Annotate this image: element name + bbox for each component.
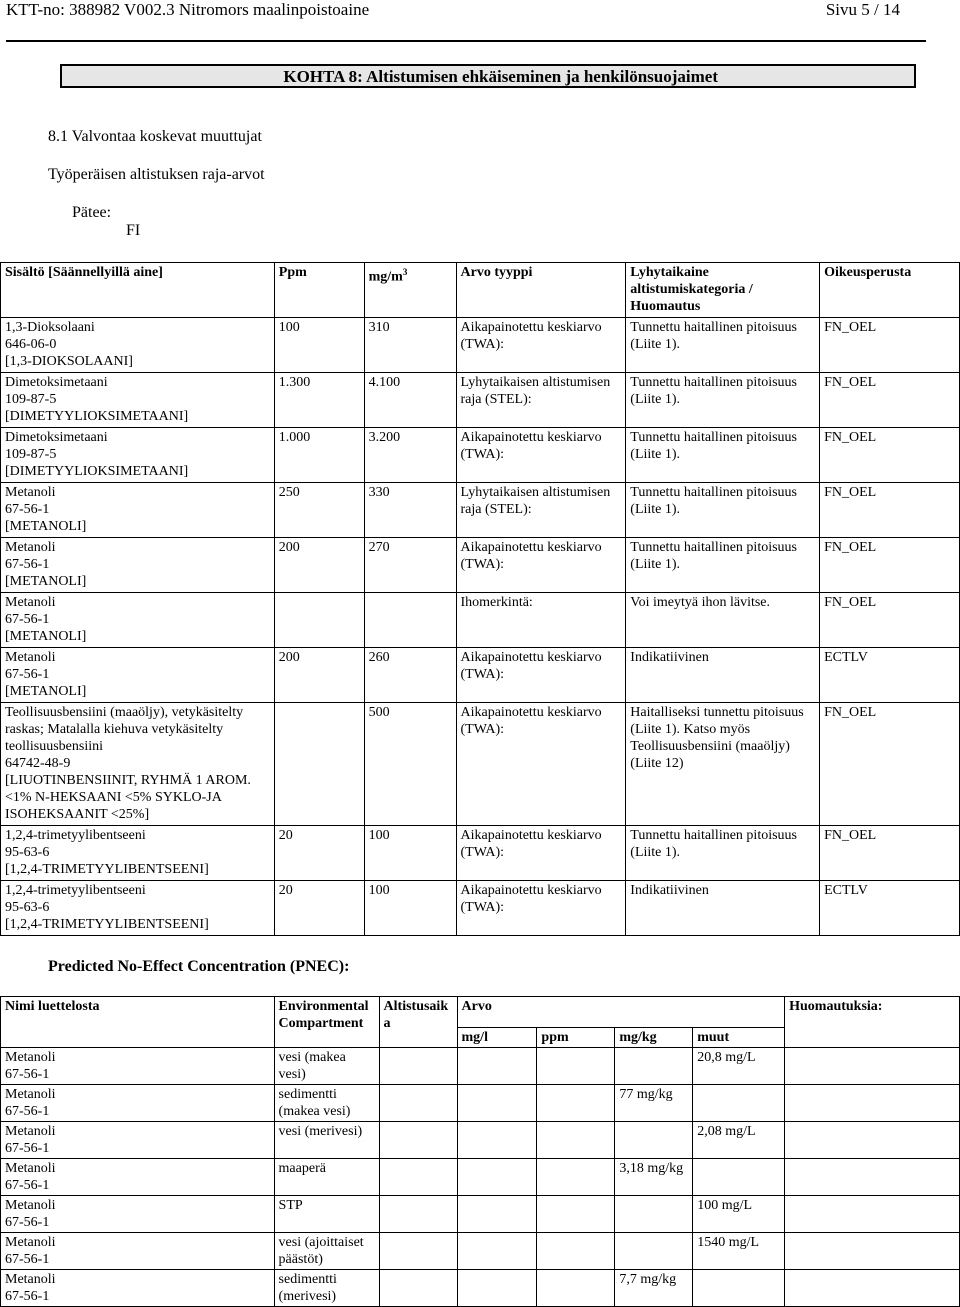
substance-cell-line: Metanoli: [5, 485, 56, 500]
table-row: [1, 593, 960, 648]
substance-cell-line: 646-06-0: [5, 337, 57, 352]
table-row: [1, 1159, 960, 1196]
notes-cell: [785, 1233, 960, 1270]
substance-cell-line: [METANOLI]: [5, 574, 87, 589]
notes-cell: [785, 1270, 960, 1307]
col-basis: Oikeusperusta: [820, 263, 960, 318]
pnec-ppm-cell: [537, 1270, 615, 1307]
substance-cell: [1, 826, 275, 881]
substance-cell-line: Dimetoksimetaani: [5, 375, 108, 390]
name-cell-line: Metanoli: [5, 1198, 56, 1213]
name-cell: [1, 1122, 275, 1159]
col-mgl: mg/l: [457, 1028, 537, 1048]
name-cell-line: Metanoli: [5, 1161, 56, 1176]
mgm3-cell: 4.100: [364, 373, 456, 428]
type-cell: Ihomerkintä:: [456, 593, 626, 648]
type-cell: Lyhytaikaisen altistumisen raja (STEL):: [456, 483, 626, 538]
substance-cell-line: Metanoli: [5, 650, 56, 665]
col-name: Nimi luettelosta: [1, 997, 275, 1048]
compartment-cell: vesi (ajoittaiset päästöt): [274, 1233, 379, 1270]
type-cell: Aikapainotettu keskiarvo (TWA):: [456, 538, 626, 593]
substance-cell-line: 67-56-1: [5, 612, 50, 627]
compartment-cell: sedimentti (merivesi): [274, 1270, 379, 1307]
col-notes: Huomautuksia:: [785, 997, 960, 1048]
mgkg-cell: 3,18 mg/kg: [615, 1159, 693, 1196]
mgkg-cell: 77 mg/kg: [615, 1085, 693, 1122]
substance-cell-line: 109-87-5: [5, 392, 57, 407]
substance-cell-line: [METANOLI]: [5, 519, 87, 534]
col-substance: Sisältö [Säännellyillä aine]: [1, 263, 275, 318]
basis-cell: FN_OEL: [820, 538, 960, 593]
category-cell: Tunnettu haitallinen pitoisuus (Liite 1).: [626, 538, 820, 593]
compartment-cell: sedimentti (makea vesi): [274, 1085, 379, 1122]
substance-cell: [1, 538, 275, 593]
mgm3-cell: 330: [364, 483, 456, 538]
table-row: [1, 648, 960, 703]
table-row: [1, 428, 960, 483]
name-cell-line: 67-56-1: [5, 1215, 50, 1230]
substance-cell: [1, 703, 275, 826]
section-heading: [60, 64, 916, 88]
basis-cell: ECTLV: [820, 881, 960, 936]
name-cell-line: 67-56-1: [5, 1178, 50, 1193]
substance-cell: [1, 593, 275, 648]
type-cell: Aikapainotettu keskiarvo (TWA):: [456, 428, 626, 483]
type-cell: Aikapainotettu keskiarvo (TWA):: [456, 648, 626, 703]
category-cell: Tunnettu haitallinen pitoisuus (Liite 1).: [626, 373, 820, 428]
name-cell: [1, 1270, 275, 1307]
other-cell: [693, 1159, 785, 1196]
mgl-cell: [457, 1233, 537, 1270]
exposure-cell: [379, 1122, 457, 1159]
oel-table: [0, 262, 960, 936]
ppm-cell: [274, 593, 364, 648]
substance-cell-line: 1,3-Dioksolaani: [5, 320, 95, 335]
pnec-title: Predicted No-Effect Concentration (PNEC):: [48, 958, 350, 975]
mgl-cell: [457, 1196, 537, 1233]
table-row: [1, 318, 960, 373]
type-cell: Aikapainotettu keskiarvo (TWA):: [456, 318, 626, 373]
substance-cell-line: [DIMETYYLIOKSIMETAANI]: [5, 464, 189, 479]
category-cell: Tunnettu haitallinen pitoisuus (Liite 1).: [626, 428, 820, 483]
exposure-cell: [379, 1048, 457, 1085]
other-cell: 20,8 mg/L: [693, 1048, 785, 1085]
basis-cell: FN_OEL: [820, 593, 960, 648]
name-cell-line: 67-56-1: [5, 1104, 50, 1119]
name-cell: [1, 1085, 275, 1122]
name-cell-line: 67-56-1: [5, 1141, 50, 1156]
table-row: [1, 1233, 960, 1270]
type-cell: Lyhytaikaisen altistumisen raja (STEL):: [456, 373, 626, 428]
substance-cell-line: [1,3-DIOKSOLAANI]: [5, 354, 133, 369]
substance-cell-line: [LIUOTINBENSIINIT, RYHMÄ 1 AROM. <1% N-HEKSAANI <5% SYKLO-JA ISOHEKSAANIT <25%]: [5, 773, 251, 822]
other-cell: 1540 mg/L: [693, 1233, 785, 1270]
mgl-cell: [457, 1048, 537, 1085]
col-other: muut: [693, 1028, 785, 1048]
substance-cell-line: [METANOLI]: [5, 629, 87, 644]
name-cell-line: 67-56-1: [5, 1289, 50, 1304]
basis-cell: FN_OEL: [820, 703, 960, 826]
notes-cell: [785, 1159, 960, 1196]
substance-cell-line: [1,2,4-TRIMETYYLIBENTSEENI]: [5, 917, 209, 932]
col-compartment: Environmental Compartment: [274, 997, 379, 1048]
table-header-row: [1, 997, 960, 1028]
substance-cell: [1, 881, 275, 936]
substance-cell-line: 1,2,4-trimetyylibentseeni: [5, 883, 146, 898]
table-row: [1, 538, 960, 593]
table-row: [1, 1085, 960, 1122]
ppm-cell: 250: [274, 483, 364, 538]
exposure-cell: [379, 1085, 457, 1122]
exposure-cell: [379, 1233, 457, 1270]
substance-cell: [1, 483, 275, 538]
compartment-cell: vesi (merivesi): [274, 1122, 379, 1159]
mgl-cell: [457, 1270, 537, 1307]
ppm-cell: 1.000: [274, 428, 364, 483]
compartment-cell: maaperä: [274, 1159, 379, 1196]
notes-cell: [785, 1196, 960, 1233]
substance-cell: [1, 318, 275, 373]
name-cell: [1, 1159, 275, 1196]
substance-cell: [1, 428, 275, 483]
table-header-row: [1, 263, 960, 318]
substance-cell: [1, 373, 275, 428]
substance-cell: [1, 648, 275, 703]
col-mgkg: mg/kg: [615, 1028, 693, 1048]
page-number: Sivu 5 / 14: [825, 0, 900, 19]
mgl-cell: [457, 1159, 537, 1196]
table-row: [1, 1270, 960, 1307]
substance-cell-line: 1,2,4-trimetyylibentseeni: [5, 828, 146, 843]
name-cell: [1, 1048, 275, 1085]
category-cell: Indikatiivinen: [626, 648, 820, 703]
name-cell-line: Metanoli: [5, 1235, 56, 1250]
ppm-cell: 200: [274, 648, 364, 703]
other-cell: [693, 1085, 785, 1122]
mgm3-cell: [364, 593, 456, 648]
table-row: [1, 1196, 960, 1233]
other-cell: 2,08 mg/L: [693, 1122, 785, 1159]
pnec-ppm-cell: [537, 1196, 615, 1233]
notes-cell: [785, 1122, 960, 1159]
substance-cell-line: 64742-48-9: [5, 756, 71, 771]
pnec-ppm-cell: [537, 1085, 615, 1122]
basis-cell: FN_OEL: [820, 373, 960, 428]
mgm3-cell: 500: [364, 703, 456, 826]
substance-cell-line: 67-56-1: [5, 557, 50, 572]
applies-label: Pätee:: [72, 204, 112, 221]
document-id: KTT-no: 388982 V002.3 Nitromors maalinpoistoaine: [6, 0, 370, 19]
mgm3-cell: 260: [364, 648, 456, 703]
pnec-ppm-cell: [537, 1159, 615, 1196]
mgkg-cell: [615, 1233, 693, 1270]
substance-cell-line: Metanoli: [5, 540, 56, 555]
col-ppm: Ppm: [274, 263, 364, 318]
mgm3-cell: 100: [364, 881, 456, 936]
ppm-cell: [274, 703, 364, 826]
mgkg-cell: [615, 1196, 693, 1233]
type-cell: Aikapainotettu keskiarvo (TWA):: [456, 881, 626, 936]
section-title: KOHTA 8: Altistumisen ehkäiseminen ja henkilönsuojaimet: [283, 67, 718, 86]
applies-value: FI: [126, 222, 141, 239]
name-cell: [1, 1233, 275, 1270]
substance-cell-line: [1,2,4-TRIMETYYLIBENTSEENI]: [5, 862, 209, 877]
mgkg-cell: [615, 1048, 693, 1085]
compartment-cell: STP: [274, 1196, 379, 1233]
name-cell-line: 67-56-1: [5, 1067, 50, 1082]
substance-cell-line: 109-87-5: [5, 447, 57, 462]
substance-cell-line: 67-56-1: [5, 667, 50, 682]
exposure-cell: [379, 1270, 457, 1307]
col-pnec-ppm: ppm: [537, 1028, 615, 1048]
basis-cell: FN_OEL: [820, 483, 960, 538]
substance-cell-line: Dimetoksimetaani: [5, 430, 108, 445]
substance-cell-line: Metanoli: [5, 595, 56, 610]
substance-cell-line: [DIMETYYLIOKSIMETAANI]: [5, 409, 189, 424]
name-cell-line: Metanoli: [5, 1124, 56, 1139]
table-row: [1, 373, 960, 428]
mgkg-cell: 7,7 mg/kg: [615, 1270, 693, 1307]
compartment-cell: vesi (makea vesi): [274, 1048, 379, 1085]
ppm-cell: 100: [274, 318, 364, 373]
name-cell-line: 67-56-1: [5, 1252, 50, 1267]
name-cell-line: Metanoli: [5, 1050, 56, 1065]
page-header: [6, 0, 926, 22]
mgm3-cell: 270: [364, 538, 456, 593]
other-cell: [693, 1270, 785, 1307]
basis-cell: FN_OEL: [820, 428, 960, 483]
other-cell: 100 mg/L: [693, 1196, 785, 1233]
name-cell-line: Metanoli: [5, 1087, 56, 1102]
table-row: [1, 881, 960, 936]
table-row: [1, 483, 960, 538]
table-row: [1, 826, 960, 881]
mgl-cell: [457, 1122, 537, 1159]
ppm-cell: 200: [274, 538, 364, 593]
category-cell: Voi imeytyä ihon lävitse.: [626, 593, 820, 648]
substance-cell-line: [METANOLI]: [5, 684, 87, 699]
category-cell: Haitalliseksi tunnettu pitoisuus (Liite 1). Katso myös Teollisuusbensiini (maaöljy) (Liite 12): [626, 703, 820, 826]
basis-cell: FN_OEL: [820, 318, 960, 373]
mgm3-cell: 100: [364, 826, 456, 881]
mgkg-cell: [615, 1122, 693, 1159]
category-cell: Tunnettu haitallinen pitoisuus (Liite 1).: [626, 483, 820, 538]
mgm3-cell: 310: [364, 318, 456, 373]
substance-cell-line: 67-56-1: [5, 502, 50, 517]
name-cell-line: Metanoli: [5, 1272, 56, 1287]
oel-title: Työperäisen altistuksen raja-arvot: [48, 166, 265, 183]
category-cell: Indikatiivinen: [626, 881, 820, 936]
pnec-ppm-cell: [537, 1233, 615, 1270]
name-cell: [1, 1196, 275, 1233]
notes-cell: [785, 1085, 960, 1122]
ppm-cell: 20: [274, 826, 364, 881]
col-exposure: Altistusaik a: [379, 997, 457, 1048]
pnec-table: [0, 996, 960, 1307]
col-type: Arvo tyyppi: [456, 263, 626, 318]
subsection-title: 8.1 Valvontaa koskevat muuttujat: [48, 128, 262, 145]
pnec-ppm-cell: [537, 1122, 615, 1159]
table-row: [1, 703, 960, 826]
notes-cell: [785, 1048, 960, 1085]
ppm-cell: 1.300: [274, 373, 364, 428]
table-row: [1, 1122, 960, 1159]
basis-cell: ECTLV: [820, 648, 960, 703]
exposure-cell: [379, 1159, 457, 1196]
header-divider: [6, 40, 926, 42]
category-cell: Tunnettu haitallinen pitoisuus (Liite 1).: [626, 318, 820, 373]
substance-cell-line: 95-63-6: [5, 845, 50, 860]
pnec-ppm-cell: [537, 1048, 615, 1085]
basis-cell: FN_OEL: [820, 826, 960, 881]
col-value: Arvo: [457, 997, 785, 1028]
mgl-cell: [457, 1085, 537, 1122]
substance-cell-line: Teollisuusbensiini (maaöljy), vetykäsitelty raskas; Matalalla kiehuva vetykäsitelty teollisuusbensiini: [5, 705, 244, 754]
category-cell: Tunnettu haitallinen pitoisuus (Liite 1).: [626, 826, 820, 881]
exposure-cell: [379, 1196, 457, 1233]
substance-cell-line: 95-63-6: [5, 900, 50, 915]
type-cell: Aikapainotettu keskiarvo (TWA):: [456, 826, 626, 881]
col-category: Lyhytaikaine altistumiskategoria / Huomautus: [626, 263, 820, 318]
ppm-cell: 20: [274, 881, 364, 936]
type-cell: Aikapainotettu keskiarvo (TWA):: [456, 703, 626, 826]
mgm3-cell: 3.200: [364, 428, 456, 483]
table-row: [1, 1048, 960, 1085]
col-mgm3: $mg/m^3$: [364, 263, 456, 318]
